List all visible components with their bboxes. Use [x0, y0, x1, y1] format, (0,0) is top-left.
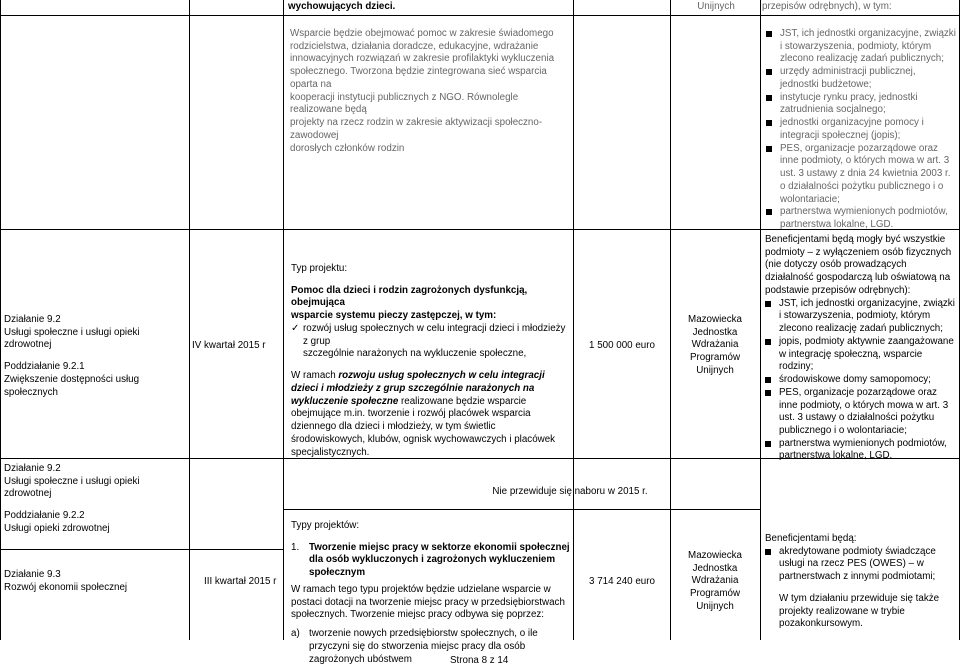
list-item: partnerstwa wymienionych podmiotów, partnerstwa lokalne, LGD.: [765, 438, 957, 463]
row-divider-5: [283, 509, 760, 510]
bullet-icon: [766, 120, 772, 126]
page-number: Strona 8 z 14: [450, 655, 509, 666]
bullet-icon: [765, 339, 771, 345]
row3-action: Działanie 9.2 Usługi społeczne i usługi opieki zdrowotnej Poddziałanie 9.2.2 Usługi opieki zdrowotnej: [4, 463, 140, 534]
bullet-icon: [765, 377, 771, 383]
row-divider-1: [0, 15, 960, 16]
desc-line: rodzicielstwa, działania doradcze, edukacyjne, wdrażanie: [290, 40, 539, 52]
row2-beneficiaries: Beneficjentami będą mogły być wszystkie podmioty – z wyłączeniem osób fizycznych (nie dotyczy osób prowadzących działalność gospodarczą lub oświatową na podstawie przepisów odrębnych): JST, ich jednostki organizacyjne, związki i stowarzyszenia, podmioty, którym zlecono realizację zadań publicznych; jopis, podmioty aktywnie zaangażowane w integrację społeczną, wsparcie rodziny; środowiskowe domy samopomocy; PES, organizacje pozarządowe oraz inne podmioty, o których mowa w art. 3 ust. 3 ustawy o działalności pożytku publicznego i o wolontariacie; partnerstwa wymienionych podmiotów, partnerstwa lokalne, LGD.: [765, 234, 957, 463]
top-description: wychowujących dzieci.: [288, 1, 396, 12]
row4-amount: 3 714 240 euro: [589, 576, 655, 587]
table-border-col3: [573, 0, 574, 640]
bullet-icon: [765, 390, 771, 396]
list-item: PES, organizacje pozarządowe oraz inne podmioty, o których mowa w art. 3 ust. 3 ustawy z dnia 24 kwietnia 2003 r. o działalności pożytku publicznego i o wolontariacie;: [766, 143, 956, 207]
list-item: urzędy administracji publicznej, jednostki budżetowe;: [766, 66, 956, 91]
table-border-left: [0, 0, 1, 640]
list-item: instytucje rynku pracy, jednostki zatrudnienia socjalnego;: [766, 92, 956, 117]
row2-amount: 1 500 000 euro: [589, 340, 655, 351]
list-item: PES, organizacje pozarządowe oraz inne podmioty, o których mowa w art. 3 ust. 3 ustawy o działalności pożytku publicznego i o wolontariacie;: [765, 387, 957, 438]
desc-line: projekty na rzecz rodzin w zakresie aktywizacji społeczno-zawodowej: [290, 117, 543, 141]
list-item: JST, ich jednostki organizacyjne, związki i stowarzyszenia, podmioty, którym zlecono realizację zadań publicznych;: [766, 28, 956, 66]
desc-line: Wsparcie będzie obejmować pomoc w zakresie świadomego: [290, 28, 554, 39]
row4-action: Działanie 9.3 Rozwój ekonomii społecznej: [4, 569, 128, 593]
desc-line: społecznego. Tworzona będzie zintegrowana sieć wsparcia oparta na: [290, 66, 547, 90]
list-item: środowiskowe domy samopomocy;: [765, 374, 957, 387]
bullet-icon: [765, 301, 771, 307]
desc-line: innowacyjnych rozwiązań w zakresie profilaktyki wykluczenia: [290, 53, 555, 65]
bullet-icon: [766, 95, 772, 101]
bullet-icon: [765, 441, 771, 447]
row2-action: Działanie 9.2 Usługi społeczne i usługi opieki zdrowotnej Poddziałanie 9.2.1 Zwiększenie dostępności usług społecznych: [4, 314, 140, 398]
table-border-col2: [283, 0, 284, 640]
desc-line: dorosłych członków rodzin: [290, 142, 405, 154]
desc-line: kooperacji instytucji publicznych z NGO. Równolegle realizowane będą: [290, 91, 519, 116]
bullet-icon: [766, 146, 772, 152]
list-item: jednostki organizacyjne pomocy i integracji społecznej (jopis);: [766, 117, 956, 142]
table-border-col1: [189, 0, 190, 640]
table-border-col4: [670, 0, 671, 640]
row4-description: Typy projektów: 1. Tworzenie miejsc pracy w sektorze ekonomii społecznej dla osób wykluczonych i zagrożonych wykluczeniem społecznym W ramach tego typu projektów będzie udzielane wsparcie w postaci dotacji na tworzenie miejsc pracy w przedsiębiorstwach społecznych. Tworzenie miejsc pracy odbywa się poprzez: a) tworzenie nowych przedsiębiorstw społecznych, o ile przyczyni się do stworzenia miejsc pracy dla osób zagrożonych ubóstwem: [291, 520, 570, 665]
row-divider-4: [0, 549, 283, 550]
top-institution: Unijnych: [697, 1, 735, 12]
list-item: jopis, podmioty aktywnie zaangażowane w integrację społeczną, wsparcie rodziny;: [765, 336, 957, 374]
bullet-icon: [766, 209, 772, 215]
row4-beneficiaries: Beneficjentami będą: akredytowane podmioty świadczące usługi na rzecz PES (OWES) – w partnerstwach z innymi podmiotami; W tym działaniu przewiduje się także projekty realizowane w trybie pozakonkursowym.: [765, 533, 957, 631]
bullet-icon: [766, 69, 772, 75]
row4-quarter: III kwartał 2015 r: [204, 576, 277, 587]
row1-beneficiaries: [766, 28, 956, 232]
row3-note: Nie przewiduje się naboru w 2015 r.: [492, 486, 648, 497]
list-item: partnerstwa wymienionych podmiotów, partnerstwa lokalne, LGD.: [766, 206, 956, 231]
bullet-icon: [766, 31, 772, 37]
list-item: JST, ich jednostki organizacyjne, związki i stowarzyszenia, podmioty, którym zlecono realizację zadań publicznych;: [765, 298, 957, 336]
row4-institution: Mazowiecka Jednostka Wdrażania Programów Unijnych: [688, 550, 742, 612]
checkmark-icon: ✓: [291, 322, 300, 334]
table-border-col5: [760, 0, 761, 640]
row2-institution: Mazowiecka Jednostka Wdrażania Programów Unijnych: [688, 314, 742, 376]
row2-description: Typ projektu: Pomoc dla dzieci i rodzin zagrożonych dysfunkcją, obejmująca wsparcie systemu pieczy zastępczej, w tym: ✓ rozwój usług społecznych w celu integracji dzieci i młodzieży z grup szczególnie narażonych na wykluczenie społeczne, W ramach rozwoju usług społecznych w celu integracji dzieci i młodzieży z grup szczególnie narażonych na wykluczenie społeczne realizowane będzie wsparcie obejmujące m.in. tworzenie i rozwój placówek wsparcia dziennego dla dzieci i młodzieży, w tym świetlic środowiskowych, klubów, ognisk wychowawczych i placówek specjalistycznych.: [291, 263, 566, 458]
bullet-icon: [765, 549, 771, 555]
list-item: akredytowane podmioty świadczące usługi na rzecz PES (OWES) – w partnerstwach z innymi podmiotami;: [765, 546, 957, 584]
top-beneficiaries: przepisów odrębnych), w tym:: [762, 1, 892, 12]
row1-description: [290, 28, 572, 155]
row2-quarter: IV kwartał 2015 r: [192, 340, 266, 351]
